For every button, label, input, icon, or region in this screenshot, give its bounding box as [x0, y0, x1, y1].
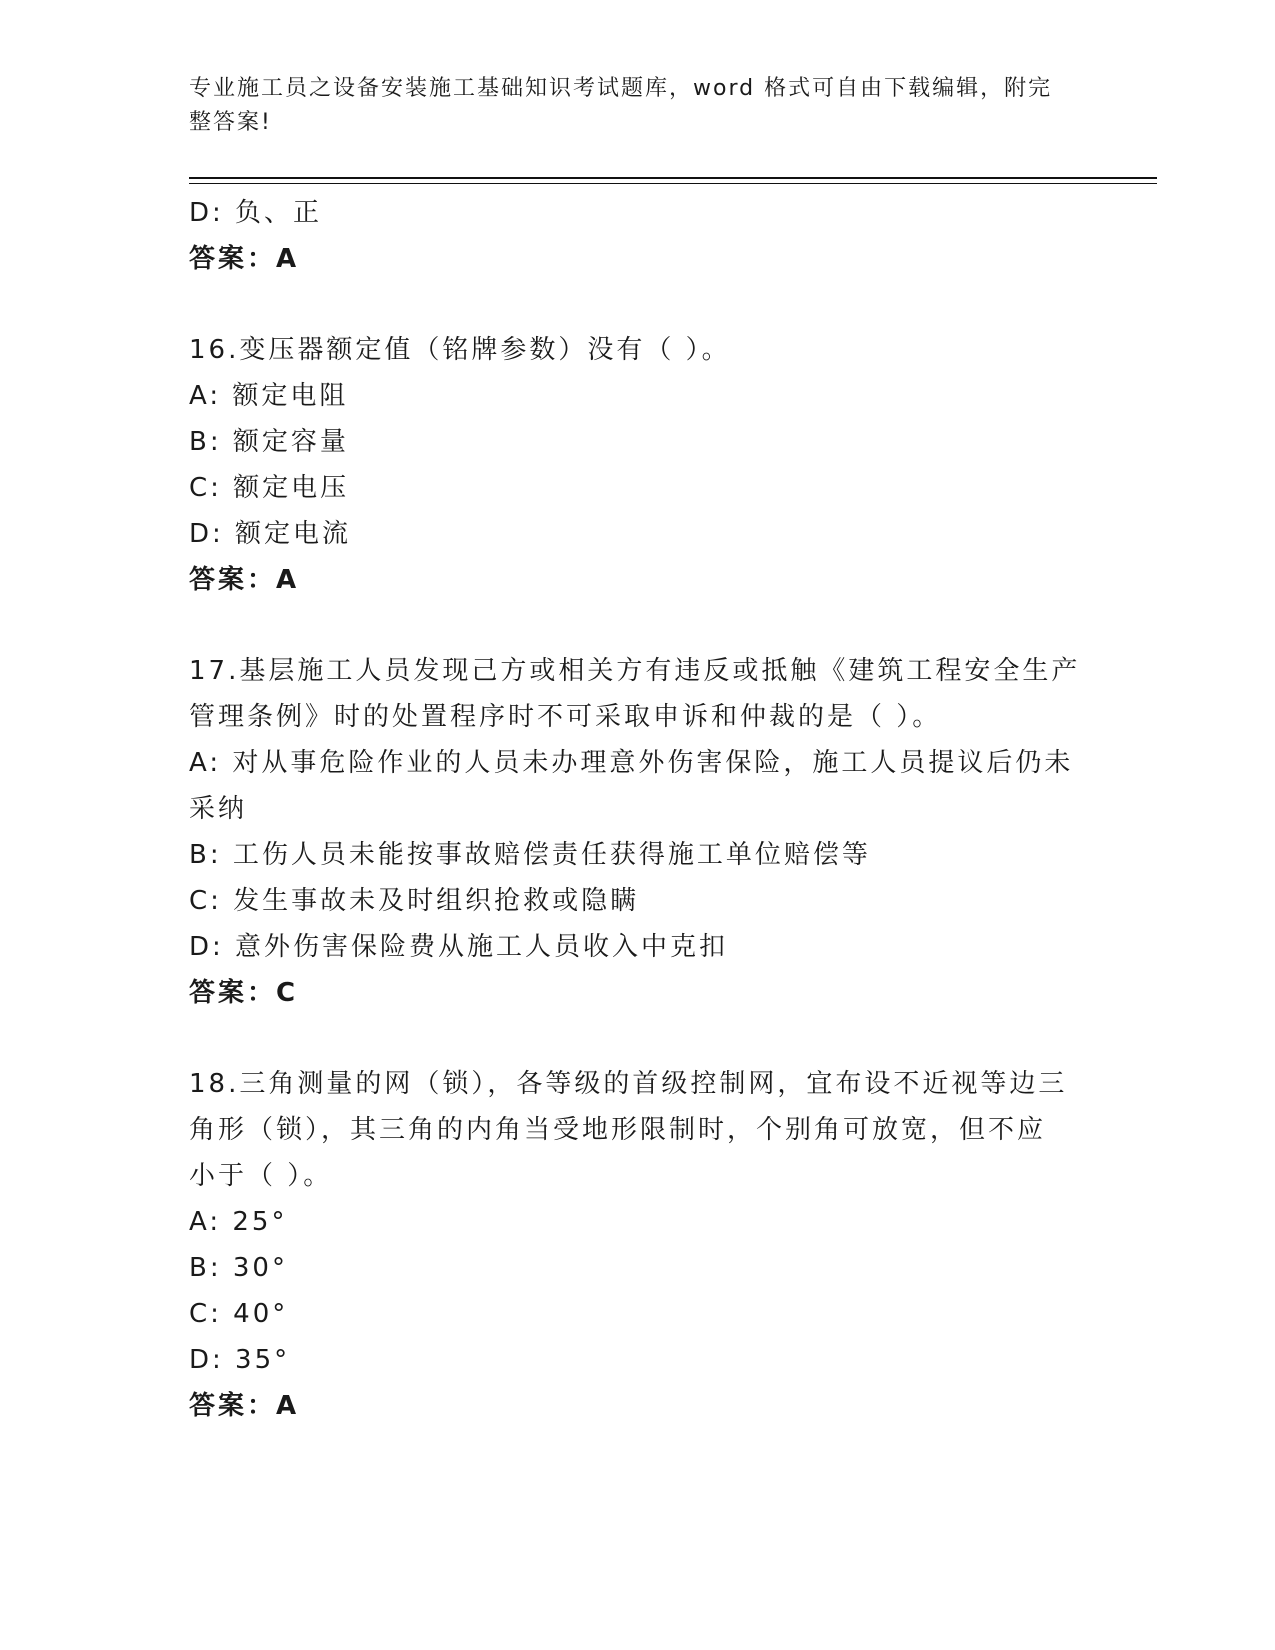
option-c: C: 发生事故未及时组织抢救或隐瞒 [189, 886, 640, 916]
header-rule-thin [189, 183, 1157, 184]
option-b: B: 工伤人员未能按事故赔偿责任获得施工单位赔偿等 [189, 840, 871, 870]
question-text-line-2: 角形（锁），其三角的内角当受地形限制时，个别角可放宽，但不应 [189, 1115, 1047, 1145]
question-17 [189, 648, 1089, 1016]
question-text-line-3: 小于（ ）。 [189, 1161, 333, 1191]
answer: 答案：C [189, 978, 299, 1008]
question-16 [189, 327, 1089, 603]
option-a: A: 25° [189, 1207, 288, 1237]
prev-answer: 答案：A [189, 244, 300, 274]
option-d: D: 额定电流 [189, 519, 352, 549]
option-c: C: 额定电压 [189, 473, 350, 503]
question-18 [189, 1061, 1089, 1429]
option-d: D: 35° [189, 1345, 291, 1375]
spacer [189, 1016, 1089, 1061]
option-d: D: 意外伤害保险费从施工人员收入中克扣 [189, 932, 729, 962]
question-text-line-2: 管理条例》时的处置程序时不可采取申诉和仲裁的是（ ）。 [189, 702, 942, 732]
question-text-line-1: 18.三角测量的网（锁），各等级的首级控制网，宜布设不近视等边三 [189, 1069, 1068, 1099]
option-a: A: 额定电阻 [189, 381, 349, 411]
option-b: B: 额定容量 [189, 427, 349, 457]
prev-option-d: D: 负、正 [189, 198, 323, 228]
page-header [189, 72, 1069, 140]
question-text: 16.变压器额定值（铭牌参数）没有（ ）。 [189, 335, 731, 365]
answer: 答案：A [189, 565, 300, 595]
option-a-line-1: A: 对从事危险作业的人员未办理意外伤害保险，施工人员提议后仍未 [189, 748, 1074, 778]
spacer [189, 282, 1089, 327]
option-b: B: 30° [189, 1253, 288, 1283]
question-text-line-1: 17.基层施工人员发现己方或相关方有违反或抵触《建筑工程安全生产 [189, 656, 1081, 686]
header-line-1: 专业施工员之设备安装施工基础知识考试题库，word 格式可自由下载编辑，附完 [189, 76, 1053, 101]
header-rule-thick [189, 177, 1157, 179]
page-content [189, 190, 1089, 1429]
header-line-2: 整答案! [189, 110, 272, 135]
option-c: C: 40° [189, 1299, 289, 1329]
answer: 答案：A [189, 1391, 300, 1421]
spacer [189, 603, 1089, 648]
option-a-line-2: 采纳 [189, 794, 248, 824]
